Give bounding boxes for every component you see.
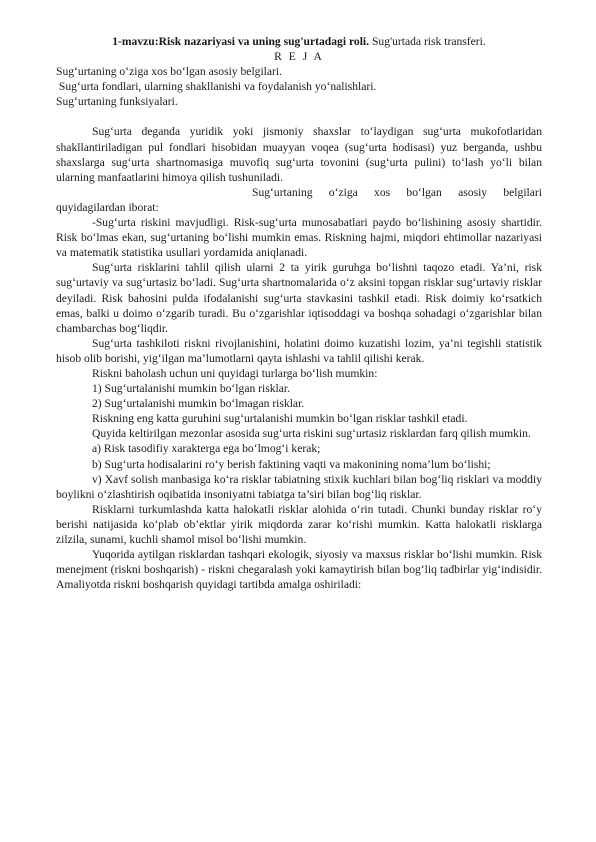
list-item-criterion-b: b) Sug‘urta hodisalarini ro‘y berish faktining vaqti va makonining noma’lum bo‘lishi;: [92, 457, 491, 471]
lecture-title-rest: Sug'urtada risk transferi.: [369, 35, 486, 48]
paragraph-risk-monitoring: Sug‘urta tashkiloti riskni rivojlanishini, holatini doimo kuzatishi lozim, ya’ni tegishli statistik hisob olib borishi, yig‘ilgan ma’lumotlarni qayta ishlashi va tahlil qilishi kerak.: [56, 336, 542, 365]
lecture-title-bold: 1-mavzu:Risk nazariyasi va uning sug'urtadagi roli.: [112, 35, 370, 48]
lecture-title: [56, 34, 542, 49]
list-item-uninsurable: 2) Sug‘urtalanishi mumkin bo‘lmagan risklar.: [92, 397, 305, 411]
plan-item-3: Sug‘urtaning funksiyalari.: [56, 95, 178, 109]
paragraph-risk-management: Yuqorida aytilgan risklardan tashqari ekologik, siyosiy va maxsus risklar bo‘lishi mumkin. Risk menejment (riskni boshqarish) - riskni chegaralash yoki kamaytirish bilan bog‘liq tadbirlar yig‘indisidir. Amaliyotda riskni boshqarish quyidagi tartibda amalga oshiriladi:: [56, 548, 542, 592]
paragraph-criteria-intro: Quyida keltirilgan mezonlar asosida sug‘urta riskini sug‘urtasiz risklardan farq qilish mumkin.: [92, 427, 531, 441]
paragraph-largest-group: Riskning eng katta guruhini sug‘urtalanishi mumkin bo‘lgan risklar tashkil etadi.: [92, 412, 468, 426]
paragraph-risk-types-intro: Riskni baholash uchun uni quyidagi turlarga bo‘lish mumkin:: [92, 366, 378, 380]
paragraph-risk-analysis: Sug‘urta risklarini tahlil qilish ularni 2 ta yirik guruhga bo‘lishni taqozo etadi. Ya’ni, risk sug‘urtaviy va sug‘urtasiz bo‘ladi. Sug‘urta shartnomalarida o‘z aksini topgan risklar sug‘urtaviy risklar deyiladi. Risk bahosini pulda ifodalanishi sug‘urta stavkasini tashkil etadi. Risk doimiy ko‘rsatkich emas, balki u doimo o‘zgarib turadi. Bu o‘zgarishlar iqtisoddagi va boshqa sohadagi o‘zgarishlar bilan chambarchas bog‘liqdir.: [56, 261, 542, 335]
paragraph-definition: Sug‘urta deganda yuridik yoki jismoniy shaxslar to‘laydigan sug‘urta mukofotlaridan shakllantiriladigan pul fondlari hisobidan muayyan voqea (sug‘urta hodisasi) yuz berganda, ushbu shaxslarga sug‘urta shartnomasiga muvofiq sug‘urta tovonini (sug‘urta pulini) to‘lash yo‘li bilan ularning manfaatlarini himoya qilish tushuniladi.: [56, 125, 542, 184]
paragraph-risk-existence: -Sug‘urta riskini mavjudligi. Risk-sug‘urta munosabatlari paydo bo‘lishining asosiy shartidir. Risk bo‘lmas ekan, sug‘urtaning bo‘lishi mumkin emas. Riskning hajmi, miqdori ehtimollar nazariyasi va matematik statistika usullari yordamida aniqlanadi.: [56, 216, 542, 260]
plan-item-1: Sug‘urtaning o‘ziga xos bo‘lgan asosiy belgilari.: [56, 65, 283, 79]
paragraph-features-intro: Sug‘urtaning o‘ziga xos bo‘lgan asosiy belgilari quyidagilardan iborat:: [56, 185, 542, 214]
list-item-insurable: 1) Sug‘urtalanishi mumkin bo‘lgan risklar.: [92, 382, 291, 396]
paragraph-catastrophic-risks: Risklarni turkumlashda katta halokatli risklar alohida o‘rin tutadi. Chunki bunday risklar ro‘y berishi natijasida ko‘plab ob’ektlar yirik miqdorda zarar ko‘rishi mumkin. Katta halokatli risklarga zilzila, sunami, kuchli shamol misol bo‘lishi mumkin.: [56, 502, 542, 546]
plan-item-2: Sug‘urta fondlari, ularning shakllanishi va foydalanish yo‘nalishlari.: [56, 80, 377, 94]
plan-heading: R E J A: [274, 50, 324, 64]
list-item-criterion-a: a) Risk tasodifiy xarakterga ega bo‘lmog‘i kerak;: [92, 442, 321, 456]
list-item-criterion-v: v) Xavf solish manbasiga ko‘ra risklar tabiatning stixik kuchlari bilan bog‘liq risklari va moddiy boylikni o‘zlashtirish oqibatida insoniyatni tabiatga ta’siri bilan bog‘liq risklar.: [56, 472, 542, 501]
